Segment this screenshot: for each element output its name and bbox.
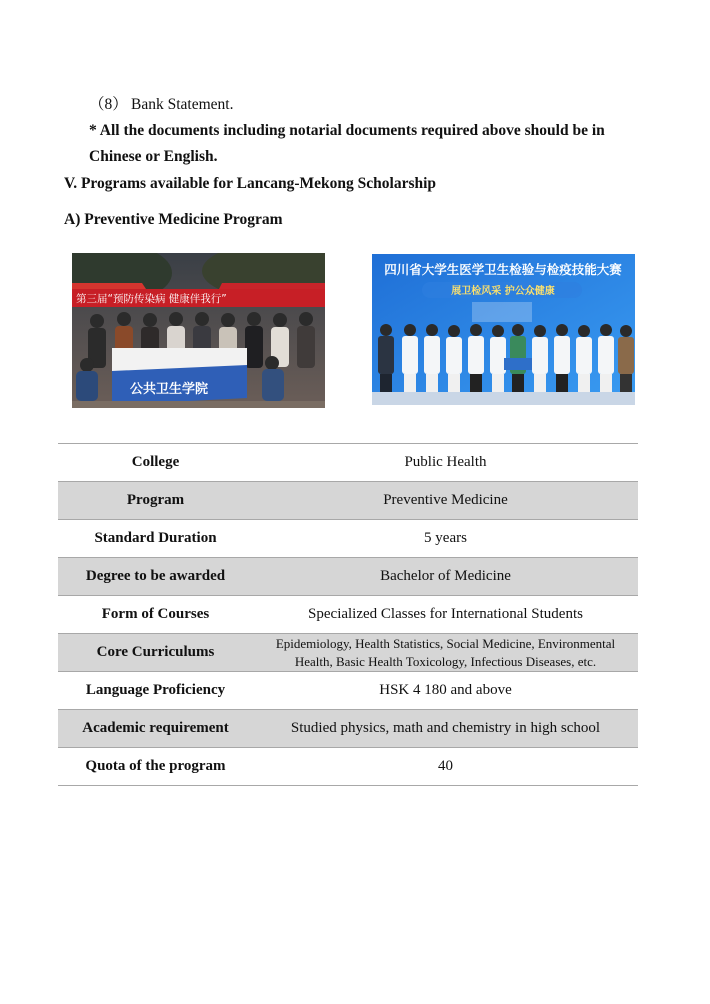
table-row <box>58 482 638 520</box>
row-value: Bachelor of Medicine <box>253 558 638 596</box>
row-label: Standard Duration <box>94 530 217 546</box>
documents-language-note: * All the documents including notarial documents required above should be in Chinese or English. <box>89 122 605 165</box>
table-row <box>58 558 638 596</box>
row-value: 5 years <box>424 530 467 546</box>
list-number: （8） <box>89 96 128 113</box>
row-value: Studied physics, math and chemistry in high school <box>253 710 638 748</box>
table-row <box>58 634 638 672</box>
banner-text: 第三届“预防传染病 健康伴我行” <box>76 293 227 305</box>
row-label: Core Curriculums <box>58 634 253 672</box>
competition-photo-right <box>372 254 635 405</box>
stage-subtitle: 展卫检风采 护公众健康 <box>451 286 555 297</box>
row-value <box>253 634 638 672</box>
row-value: 40 <box>438 758 453 774</box>
table-row <box>58 596 638 634</box>
sign-text: 公共卫生学院 <box>130 382 209 397</box>
bank-statement-item <box>89 92 233 114</box>
list-text: Bank Statement. <box>131 96 234 113</box>
row-label: Degree to be awarded <box>58 558 253 596</box>
row-label: Academic requirement <box>58 710 253 748</box>
row-value: Preventive Medicine <box>253 482 638 520</box>
stage-title: 四川省大学生医学卫生检验与检疫技能大赛 <box>384 262 622 277</box>
row-label: Program <box>58 482 253 520</box>
table-row <box>58 672 638 710</box>
table-row <box>58 444 638 482</box>
section-heading: V. Programs available for Lancang-Mekong Scholarship <box>64 175 437 192</box>
program-details-table <box>58 443 638 786</box>
row-value: HSK 4 180 and above <box>379 682 512 698</box>
subsection-heading: A) Preventive Medicine Program <box>64 211 283 228</box>
row-label: Language Proficiency <box>85 682 226 698</box>
row-value: Specialized Classes for International Students <box>308 606 583 622</box>
row-label: Form of Courses <box>101 606 210 622</box>
table-row <box>58 520 638 558</box>
row-label: Quota of the program <box>85 758 226 774</box>
row-label: College <box>131 454 180 470</box>
row-value: Public Health <box>404 454 487 470</box>
table-row <box>58 710 638 748</box>
row-value-line: Epidemiology, Health Statistics, Social Medicine, Environmental <box>275 635 616 651</box>
event-photo-left <box>72 253 325 408</box>
row-value-line: Health, Basic Health Toxicology, Infectious Diseases, etc. <box>294 653 597 669</box>
table-row <box>58 748 638 786</box>
